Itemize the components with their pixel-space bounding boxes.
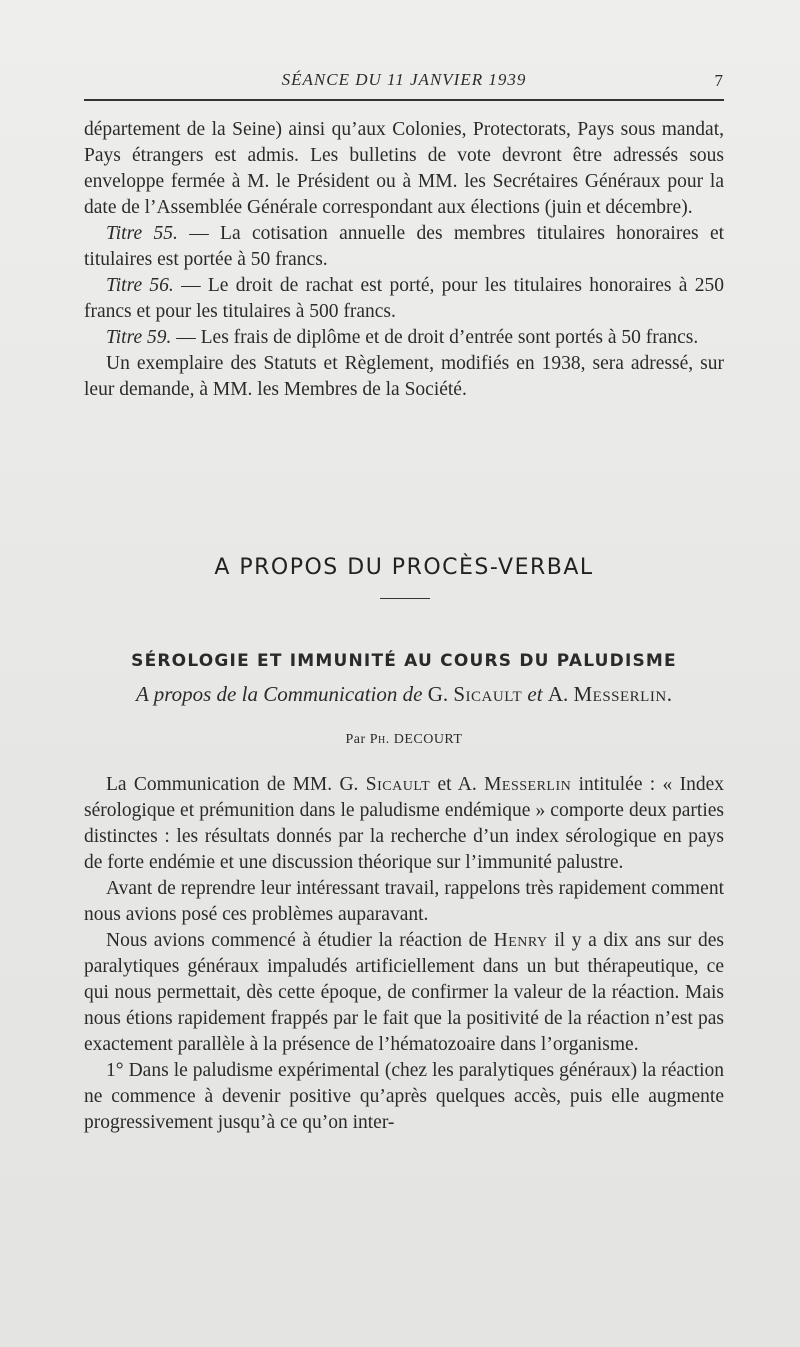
reference-author: Sicault xyxy=(453,682,523,706)
page-number: 7 xyxy=(714,71,724,90)
author-par: Par xyxy=(345,732,370,747)
running-title: SÉANCE DU 11 JANVIER 1939 xyxy=(281,70,527,89)
titre-label: Titre 59. xyxy=(106,327,172,348)
reference-prefix: A propos de la Communication de xyxy=(136,682,423,706)
section-divider xyxy=(380,598,430,599)
reference-end: . xyxy=(666,682,672,706)
author-name: DECOURT xyxy=(389,732,463,747)
paragraph: Avant de reprendre leur intéressant travail, rappelons très rapidement comment nous avions posé ces problèmes auparavant. xyxy=(84,878,724,925)
article-title: SÉROLOGIE ET IMMUNITÉ AU COURS DU PALUDISME xyxy=(131,651,677,671)
paragraph-text: — Le droit de rachat est porté, pour les titulaires honoraires à 250 francs et pour les titulaires à 500 francs. xyxy=(84,275,725,322)
paragraph-text: il y a dix ans sur des paralytiques généraux impaludés artificiellement dans un but thérapeutique, ce qui nous permettait, dès cette époque, de confirmer la valeur de la réaction. Mais nous étions rapidement frappés par le fait que la positivité de la réaction n’est pas exactement parallèle à la présence de l’hématozoaire dans l’organisme. xyxy=(84,930,724,1055)
section-title: A PROPOS DU PROCÈS-VERBAL xyxy=(214,555,594,580)
titre-label: Titre 56. xyxy=(106,275,174,296)
paragraph-text: et A. xyxy=(430,774,485,795)
reference-initial: A. xyxy=(547,682,574,706)
header-rule xyxy=(84,99,724,101)
paragraph-text: La Communication de MM. G. xyxy=(106,774,366,795)
text-block-statutes xyxy=(84,117,724,403)
paragraph-text: Nous avions commencé à étudier la réaction de xyxy=(106,930,494,951)
paragraph xyxy=(84,928,724,1058)
paragraph-titre-59 xyxy=(84,325,724,351)
paragraph-text: intitulée : « Index sérologique et prémunition dans le paludisme endémique » comporte deux parties distinctes : les résultats donnés par la recherche d’un index sérologique en pays de forte endémie et une discussion théorique sur l’immunité palustre. xyxy=(84,774,724,873)
text-block-article xyxy=(84,772,724,1136)
author-initial: Ph. xyxy=(369,732,390,747)
paragraph-text: — La cotisation annuelle des membres titulaires honoraires et titulaires est portée à 50 francs. xyxy=(84,223,725,270)
article-reference xyxy=(84,682,724,707)
author-name-inline: Sicault xyxy=(365,774,431,795)
article-author xyxy=(84,732,724,748)
paragraph: Un exemplaire des Statuts et Règlement, modifiés en 1938, sera adressé, sur leur demande, à MM. les Membres de la Société. xyxy=(84,353,724,400)
titre-label: Titre 55. xyxy=(106,223,178,244)
paragraph-titre-56 xyxy=(84,273,724,325)
running-head xyxy=(84,70,724,92)
reference-author: Messerlin xyxy=(573,682,667,706)
paragraph-titre-55 xyxy=(84,221,724,273)
reference-initial: G. xyxy=(427,682,454,706)
paragraph-text: — Les frais de diplôme et de droit d’entrée sont portés à 50 francs. xyxy=(171,327,699,348)
author-name-inline: Messerlin xyxy=(484,774,572,795)
paragraph: 1° Dans le paludisme expérimental (chez les paralytiques généraux) la réaction ne commence à devenir positive qu’après quelques accès, puis elle augmente progressivement jusqu’à ce qu’on inter- xyxy=(84,1060,724,1133)
author-name-inline: Henry xyxy=(493,930,548,951)
reference-et: et xyxy=(522,682,548,706)
paragraph: département de la Seine) ainsi qu’aux Colonies, Protectorats, Pays sous mandat, Pays étrangers est admis. Les bulletins de vote devront être adressés sous enveloppe fermée à M. le Président ou à MM. les Secrétaires Généraux pour la date de l’Assemblée Générale correspondant aux élections (juin et décembre). xyxy=(84,119,724,218)
paragraph xyxy=(84,772,724,876)
